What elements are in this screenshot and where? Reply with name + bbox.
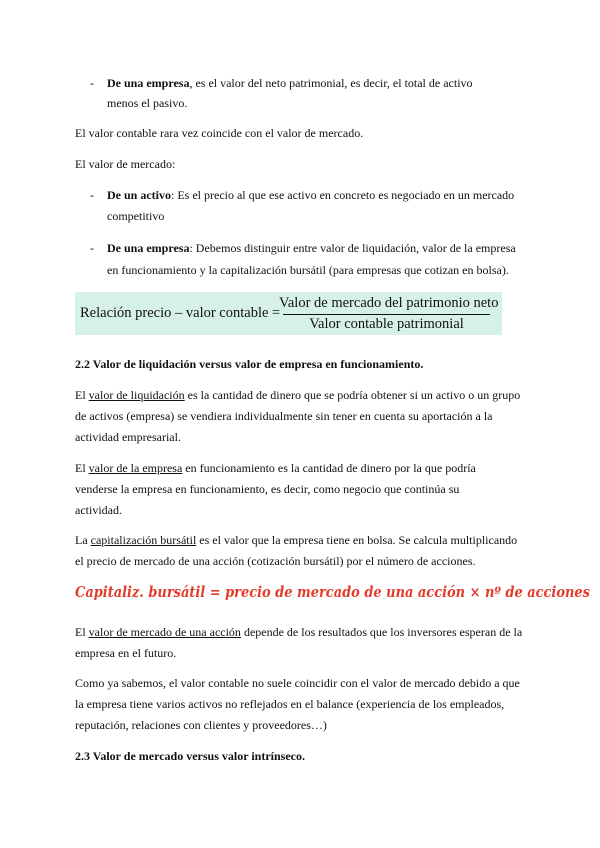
bullet-empresa-line2: menos el pasivo.: [107, 96, 188, 110]
para-empresa-line1: [75, 461, 476, 475]
para-prefix: El: [75, 461, 89, 475]
term-valor-mercado-accion: valor de mercado de una acción: [88, 625, 241, 639]
formula-precio-valor-contable: [75, 292, 502, 335]
bullet-dash: -: [90, 76, 94, 90]
section-heading-2-2: 2.2 Valor de liquidación versus valor de empresa en funcionamiento.: [75, 357, 424, 371]
bullet-activo-line2: competitivo: [107, 209, 165, 223]
para-como-line1: Como ya sabemos, el valor contable no suele coincidir con el valor de mercado debido a que: [75, 676, 520, 690]
formula-capitalizacion: Capitaliz. bursátil = precio de mercado de una acción × nº de acciones: [75, 584, 590, 601]
para-capitalizacion-line2: el precio de mercado de una acción (cotización bursátil) por el número de acciones.: [75, 554, 476, 568]
bullet-activo-term: De un activo: [107, 188, 171, 202]
term-capitalizacion-bursatil: capitalización bursátil: [90, 533, 197, 547]
para-text: es el valor que la empresa tiene en bolsa. Se calcula multiplicando: [196, 533, 518, 547]
bullet-dash: -: [90, 188, 94, 202]
bullet-empresa2-line2: en funcionamiento y la capitalización bursátil (para empresas que cotizan en bolsa).: [107, 263, 509, 277]
bullet-activo-line1: [107, 188, 514, 202]
para-capitalizacion-line1: [75, 533, 517, 547]
bullet-empresa-line1: [107, 76, 473, 90]
bullet-empresa-term: De una empresa: [107, 76, 190, 90]
bullet-empresa2-line1: [107, 241, 516, 255]
fraction-bar: [283, 314, 490, 315]
para-text: en funcionamiento es la cantidad de dinero por la que podría: [182, 461, 476, 475]
para-como-line3: reputación, relaciones con clientes y proveedores…): [75, 718, 327, 732]
formula-denominator: Valor contable patrimonial: [309, 316, 464, 332]
para-liquidacion-line1: [75, 388, 520, 402]
section-heading-2-3: 2.3 Valor de mercado versus valor intrínseco.: [75, 749, 305, 763]
para-valor-accion-line1: [75, 625, 522, 639]
para-liquidacion-line2: de activos (empresa) se vendiera individualmente sin tener en cuenta su aportación a la: [75, 409, 493, 423]
para-como-line2: la empresa tiene varios activos no reflejados en el balance (experiencia de los empleados,: [75, 697, 505, 711]
formula-lhs: Relación precio – valor contable =: [80, 305, 281, 321]
para-liquidacion-line3: actividad empresarial.: [75, 430, 181, 444]
para-prefix: El: [75, 388, 89, 402]
para-empresa-line3: actividad.: [75, 503, 122, 517]
formula-fraction: [279, 295, 499, 333]
bullet-empresa2-text: : Debemos distinguir entre valor de liquidación, valor de la empresa: [189, 241, 516, 255]
para-valor-accion-line2: empresa en el futuro.: [75, 646, 177, 660]
term-valor-empresa: valor de la empresa: [88, 461, 183, 475]
bullet-dash: -: [90, 241, 94, 255]
bullet-empresa2-term: De una empresa: [107, 241, 190, 255]
term-valor-liquidacion: valor de liquidación: [88, 388, 185, 402]
bullet-empresa-text: , es el valor del neto patrimonial, es decir, el total de activo: [189, 76, 473, 90]
para-empresa-line2: venderse la empresa en funcionamiento, es decir, como negocio que continúa su: [75, 482, 460, 496]
para-text: es la cantidad de dinero que se podría obtener si un activo o un grupo: [184, 388, 521, 402]
formula-numerator: Valor de mercado del patrimonio neto: [279, 295, 499, 311]
bullet-activo-text: : Es el precio al que ese activo en concreto es negociado en un mercado: [171, 188, 515, 202]
paragraph-valor-contable: El valor contable rara vez coincide con el valor de mercado.: [75, 126, 364, 140]
para-prefix: La: [75, 533, 91, 547]
paragraph-valor-mercado: El valor de mercado:: [75, 157, 176, 171]
para-text: depende de los resultados que los inversores esperan de la: [240, 625, 523, 639]
para-prefix: El: [75, 625, 89, 639]
